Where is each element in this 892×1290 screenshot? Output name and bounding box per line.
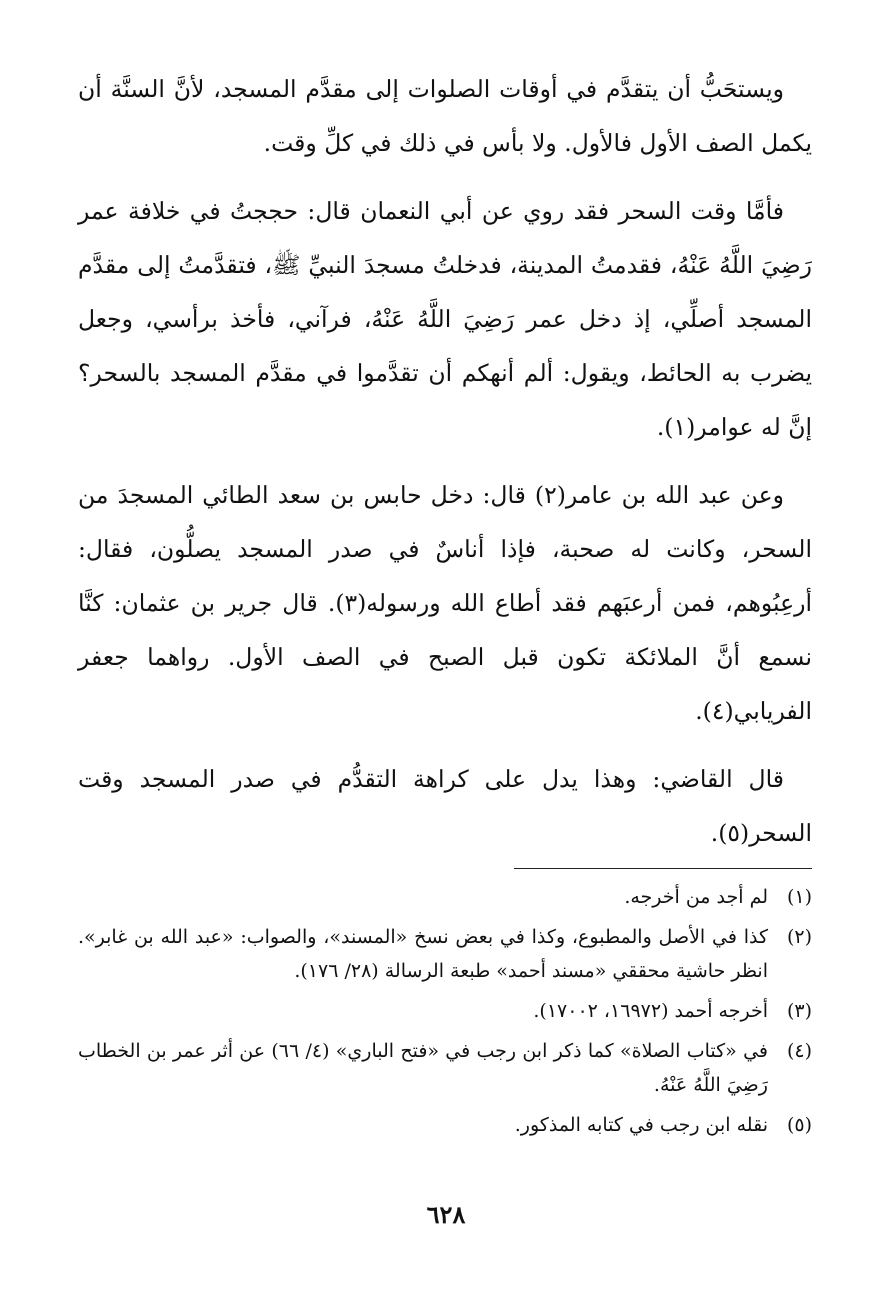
footnote-number: (٤) — [786, 1040, 812, 1062]
footnotes — [78, 880, 812, 1148]
paragraph-4: قال القاضي: وهذا يدل على كراهة التقدُّم في صدر المسجد وقت السحر(٥). — [78, 765, 812, 847]
footnote-text: نقله ابن رجب في كتابه المذكور. — [514, 1114, 768, 1136]
footnote-3 — [78, 994, 812, 1028]
main-text — [78, 62, 812, 874]
footnote-number: (٥) — [786, 1114, 812, 1136]
footnote-separator — [514, 868, 812, 869]
footnote-number: (١) — [786, 886, 812, 908]
footnote-text: لم أجد من أخرجه. — [624, 886, 768, 908]
paragraph-3: وعن عبد الله بن عامر(٢) قال: دخل حابس بن سعد الطائي المسجدَ من السحر، وكانت له صحبة، فإذا أناسٌ في صدر المسجد يصلُّون، فقال: أرعِبُوهم، فمن أرعبَهم فقد أطاع الله ورسوله(٣). قال جرير بن عثمان: كنَّا نسمع أنَّ الملائكة تكون قبل الصبح في الصف الأول. رواهما جعفر الفريابي(٤). — [78, 481, 812, 725]
footnote-1 — [78, 880, 812, 914]
footnote-text: أخرجه أحمد (١٦٩٧٢، ١٧٠٠٢). — [533, 1000, 768, 1022]
page-number: ٦٢٨ — [426, 1200, 466, 1229]
footnote-number: (٣) — [786, 1000, 812, 1022]
paragraph-1: ويستحَبُّ أن يتقدَّم في أوقات الصلوات إلى مقدَّم المسجد، لأنَّ السنَّة أن يكمل الصف الأول فالأول. ولا بأس في ذلك في كلِّ وقت. — [78, 75, 812, 157]
footnote-4 — [78, 1034, 812, 1102]
footnote-5 — [78, 1108, 812, 1142]
footnote-number: (٢) — [786, 926, 812, 948]
paragraph-2: فأمَّا وقت السحر فقد روي عن أبي النعمان قال: حججتُ في خلافة عمر رَضِيَ اللَّهُ عَنْهُ، فقدمتُ المدينة، فدخلتُ مسجدَ النبيِّ ﷺ، فتقدَّمتُ إلى مقدَّم المسجد أصلِّي، إذ دخل عمر رَضِيَ اللَّهُ عَنْهُ، فرآني، فأخذ برأسي، وجعل يضرب به الحائط، ويقول: ألم أنهكم أن تقدَّموا في مقدَّم المسجد بالسحر؟ إنَّ له عوامر(١). — [78, 197, 812, 441]
footnote-2 — [78, 920, 812, 988]
footnote-text: في «كتاب الصلاة» كما ذكر ابن رجب في «فتح الباري» (٤/ ٦٦) عن أثر عمر بن الخطاب رَضِيَ اللَّهُ عَنْهُ. — [78, 1040, 768, 1096]
footnote-text: كذا في الأصل والمطبوع، وكذا في بعض نسخ «المسند»، والصواب: «عبد الله بن غابر». انظر حاشية محققي «مسند أحمد» طبعة الرسالة (٢٨/ ١٧٦). — [78, 926, 769, 982]
